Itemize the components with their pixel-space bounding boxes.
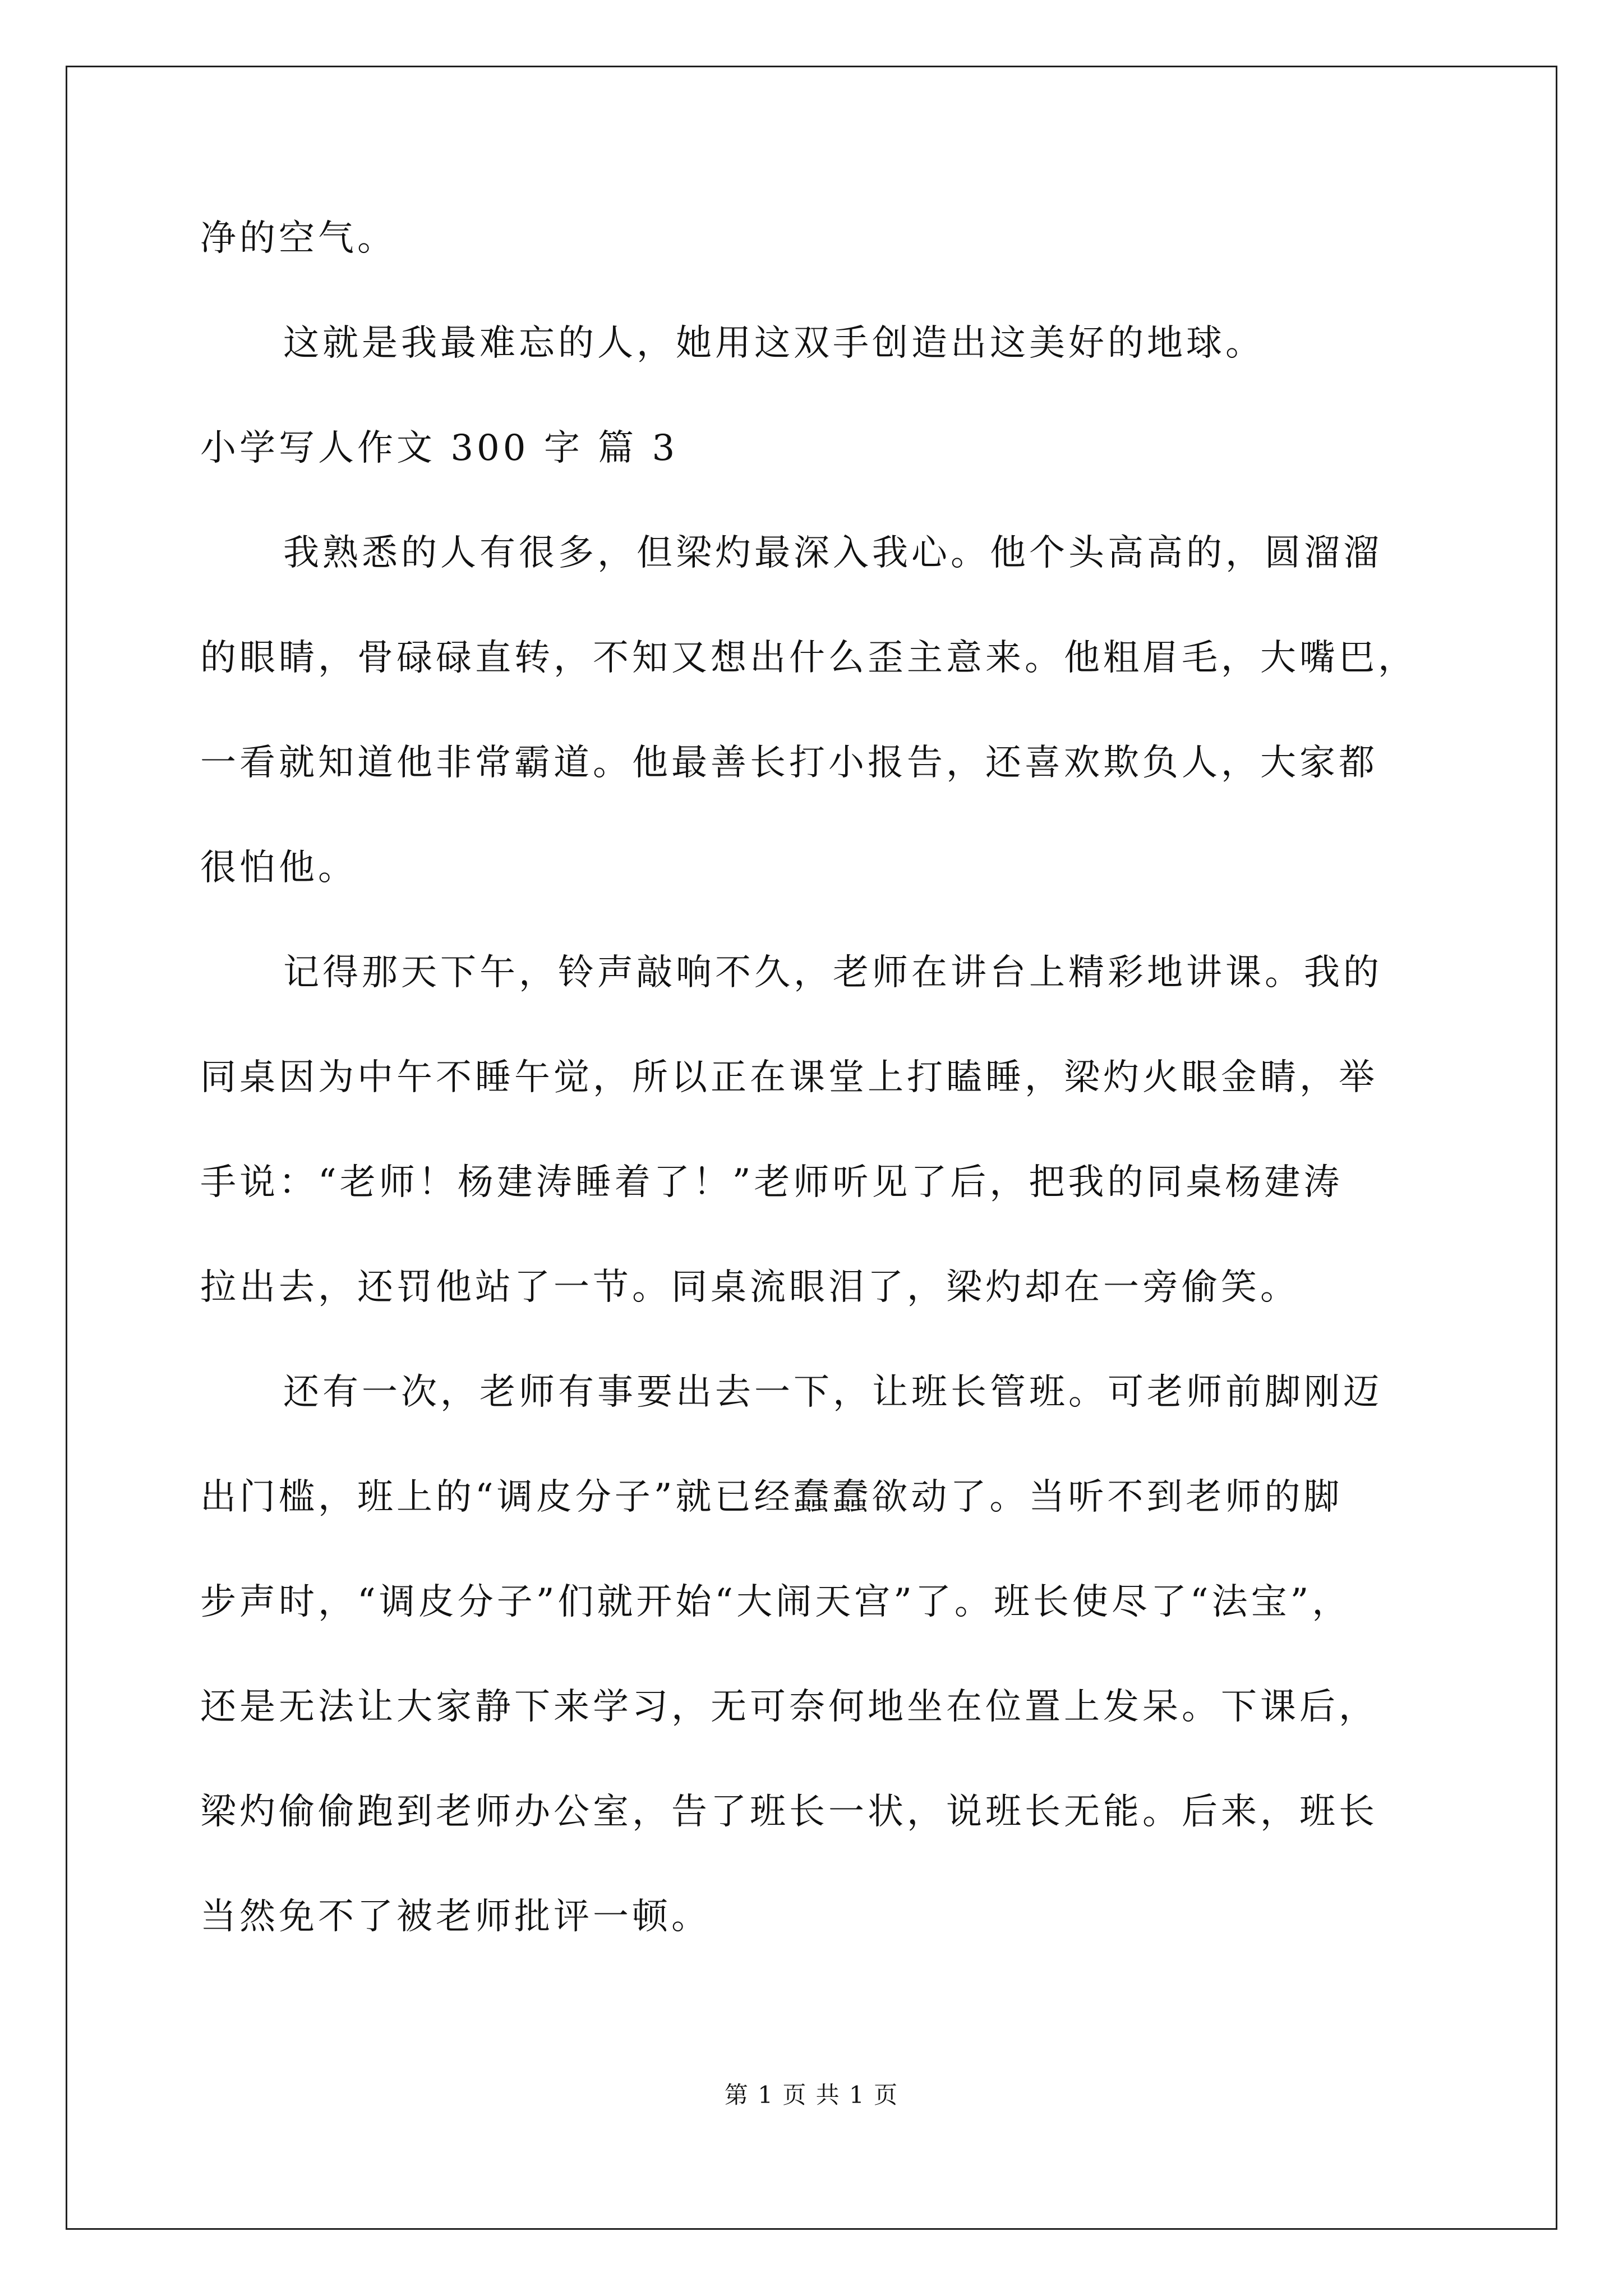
page-footer: 第 1 页 共 1 页 [724,2081,899,2109]
text-line: 出门槛，班上的“调皮分子”就已经蠢蠢欲动了。当听不到老师的脚 [200,1476,1343,1518]
text-line: 一看就知道他非常霸道。他最善长打小报告，还喜欢欺负人，大家都 [200,742,1378,784]
text-line: 手说：“老师！杨建涛睡着了！”老师听见了后，把我的同桌杨建涛 [200,1162,1343,1203]
text-line: 步声时，“调皮分子”们就开始“大闹天宫”了。班长使尽了“法宝”， [200,1581,1352,1623]
paragraph-start-line: 记得那天下午，铃声敲响不久，老师在讲台上精彩地讲课。我的 [283,952,1382,993]
paragraph-start-line: 还有一次，老师有事要出去一下，让班长管班。可老师前脚刚迈 [283,1372,1382,1413]
paragraph-start-line: 我熟悉的人有很多，但梁灼最深入我心。他个头高高的，圆溜溜 [283,532,1382,574]
text-line: 同桌因为中午不睡午觉，所以正在课堂上打瞌睡，梁灼火眼金睛，举 [200,1057,1378,1098]
text-line: 当然免不了被老师批评一顿。 [200,1896,711,1938]
text-line: 很怕他。 [200,847,357,889]
section-heading: 小学写人作文 300 字 篇 3 [200,427,679,469]
text-line: 的眼睛，骨碌碌直转，不知又想出什么歪主意来。他粗眉毛，大嘴巴， [200,637,1417,679]
text-line: 还是无法让大家静下来学习，无可奈何地坐在位置上发呆。下课后， [200,1686,1378,1728]
text-line: 净的空气。 [200,218,396,259]
text-line: 拉出去，还罚他站了一节。同桌流眼泪了，梁灼却在一旁偷笑。 [200,1267,1299,1308]
text-line: 梁灼偷偷跑到老师办公室，告了班长一状，说班长无能。后来，班长 [200,1791,1378,1833]
paragraph-start-line: 这就是我最难忘的人，她用这双手创造出这美好的地球。 [283,323,1265,364]
